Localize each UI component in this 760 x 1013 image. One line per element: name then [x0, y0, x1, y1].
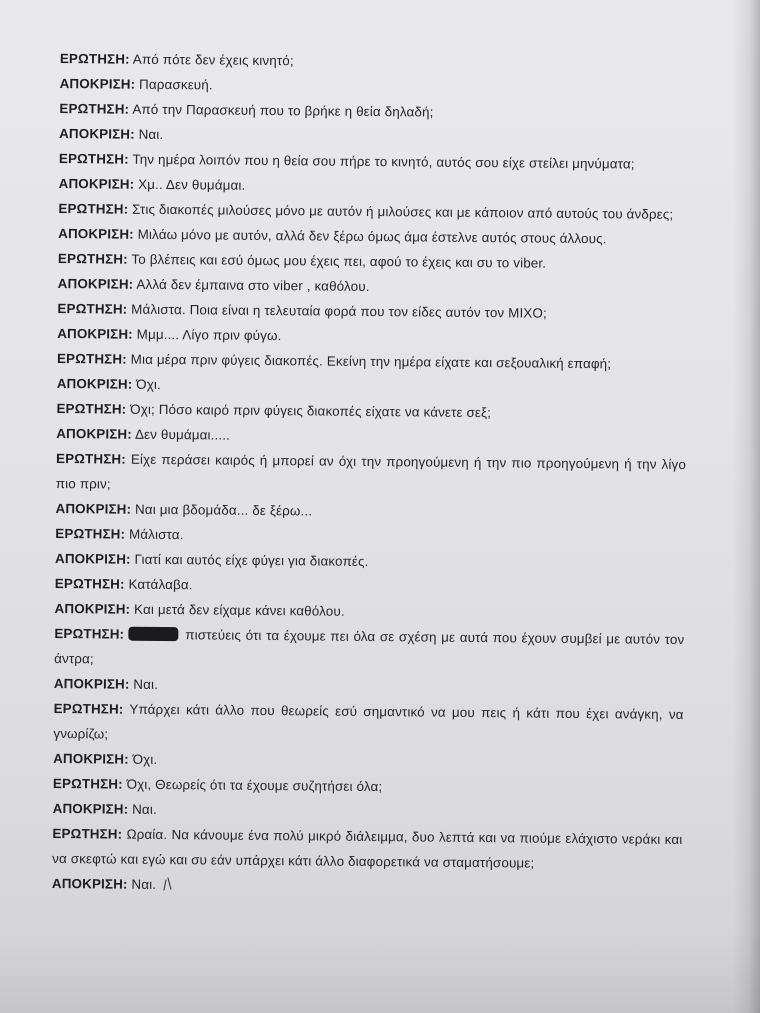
- answer-text: Ναι.: [138, 126, 164, 142]
- question-entry: [53, 696, 683, 752]
- answer-speaker-label: ΑΠΟΚΡΙΣΗ:: [54, 600, 131, 617]
- question-speaker-label: ΕΡΩΤΗΣΗ:: [52, 825, 123, 842]
- question-speaker-label: ΕΡΩΤΗΣΗ:: [58, 200, 129, 217]
- answer-text: Ναι.: [131, 876, 157, 892]
- question-speaker-label: ΕΡΩΤΗΣΗ:: [56, 350, 127, 367]
- question-speaker-label: ΕΡΩΤΗΣΗ:: [53, 700, 124, 717]
- answer-speaker-label: ΑΠΟΚΡΙΣΗ:: [51, 875, 128, 892]
- question-text: Από την Παρασκευή που το βρήκε η θεία δηλαδή;: [132, 101, 434, 120]
- answer-text: Γιατί και αυτός είχε φύγει για διακοπές.: [134, 551, 369, 569]
- answer-text: Μιλάω μόνο με αυτόν, αλλά δεν ξέρω όμως άμα έστελνε αυτός στους άλλους.: [137, 226, 607, 247]
- question-speaker-label: ΕΡΩΤΗΣΗ:: [55, 450, 126, 467]
- answer-text: Αλλά δεν έμπαινα στο viber , καθόλου.: [136, 276, 370, 294]
- question-entry: [52, 821, 682, 877]
- answer-speaker-label: ΑΠΟΚΡΙΣΗ:: [58, 225, 134, 242]
- question-entry: [56, 446, 686, 502]
- question-speaker-label: ΕΡΩΤΗΣΗ:: [52, 775, 123, 792]
- answer-text: Όχι.: [136, 376, 161, 392]
- answer-speaker-label: ΑΠΟΚΡΙΣΗ:: [56, 425, 132, 442]
- question-text: Είχε περάσει καιρός ή μπορεί αν όχι την προηγούμενη ή την πιο προηγούμενη ή την λίγο πιο πριν;: [55, 451, 687, 492]
- answer-speaker-label: ΑΠΟΚΡΙΣΗ:: [55, 550, 131, 567]
- answer-text: Ναι.: [132, 801, 157, 817]
- question-speaker-label: ΕΡΩΤΗΣΗ:: [57, 250, 128, 267]
- question-speaker-label: ΕΡΩΤΗΣΗ:: [55, 525, 126, 542]
- question-speaker-label: ΕΡΩΤΗΣΗ:: [56, 400, 127, 417]
- question-text: Στις διακοπές μιλούσες μόνο με αυτόν ή μιλούσες και με κάποιον από αυτούς του άνδρες;: [132, 201, 674, 222]
- question-text: Το βλέπεις και εσύ όμως μου έχεις πει, αφού το έχεις και συ το viber.: [131, 251, 547, 271]
- answer-text: Και μετά δεν είχαμε κάνει καθόλου.: [133, 601, 345, 619]
- question-speaker-label: ΕΡΩΤΗΣΗ:: [57, 300, 128, 317]
- question-text: Υπάρχει κάτι άλλο που θεωρείς εσύ σημαντικό να μου πεις ή κάτι που έχει ανάγκη, να γνωρίζω;: [53, 701, 684, 742]
- question-text: πιστεύεις ότι τα έχουμε πει όλα σε σχέση με αυτά που έχουν συμβεί με αυτόν τον άντρα;: [54, 627, 685, 667]
- answer-entry: [52, 871, 682, 902]
- answer-text: Παρασκευή.: [139, 76, 213, 93]
- answer-text: Δεν θυμάμαι.....: [134, 426, 231, 443]
- pen-stroke-mark: [162, 877, 174, 891]
- question-text: Όχι, Θεωρείς ότι τα έχουμε συζητήσει όλα;: [126, 776, 383, 795]
- question-speaker-label: ΕΡΩΤΗΣΗ:: [59, 50, 130, 67]
- answer-speaker-label: ΑΠΟΚΡΙΣΗ:: [59, 75, 136, 92]
- question-text: Μια μέρα πριν φύγεις διακοπές. Εκείνη την ημέρα είχατε και σεξουαλική επαφή;: [130, 351, 612, 372]
- page-shadow: [732, 0, 760, 1013]
- question-entry: [54, 621, 684, 677]
- question-speaker-label: ΕΡΩΤΗΣΗ:: [58, 150, 129, 167]
- answer-speaker-label: ΑΠΟΚΡΙΣΗ:: [57, 325, 133, 342]
- answer-text: Ναι μια βδομάδα... δε ξέρω...: [134, 501, 313, 519]
- answer-text: Όχι.: [132, 751, 158, 767]
- question-text: Ωραία. Να κάνουμε ένα πολύ μικρό διάλειμμα, δυο λεπτά και να πιούμε ελάχιστο νεράκι και να σκεφτώ και εγώ και συ εάν υπάρχει κάτι άλλο διαφορετικά να σταματήσουμε;: [52, 826, 683, 871]
- question-text: Την ημέρα λοιπόν που η θεία σου πήρε το κινητό, αυτός σου είχε στείλει μηνύματα;: [132, 151, 635, 172]
- page-shadow-bottom: [0, 933, 760, 1013]
- answer-speaker-label: ΑΠΟΚΡΙΣΗ:: [53, 675, 130, 692]
- interview-transcript: [52, 46, 690, 902]
- answer-text: Μμμ.... Λίγο πριν φύγω.: [136, 326, 282, 344]
- answer-speaker-label: ΑΠΟΚΡΙΣΗ:: [56, 375, 133, 392]
- question-text: Κατάλαβα.: [128, 576, 193, 593]
- question-speaker-label: ΕΡΩΤΗΣΗ:: [54, 625, 125, 642]
- answer-speaker-label: ΑΠΟΚΡΙΣΗ:: [57, 275, 134, 292]
- redaction-mark: [129, 627, 179, 641]
- question-text: Όχι; Πόσο καιρό πριν φύγεις διακοπές είχατε να κάνετε σεξ;: [130, 401, 492, 421]
- answer-text: Ναι.: [133, 676, 159, 692]
- question-text: Από πότε δεν έχεις κινητό;: [132, 51, 294, 69]
- question-text: Μάλιστα. Ποια είναι η τελευταία φορά που τον είδες αυτόν τον ΜΙΧΟ;: [131, 301, 547, 321]
- question-text: Μάλιστα.: [128, 526, 184, 543]
- answer-speaker-label: ΑΠΟΚΡΙΣΗ:: [59, 125, 135, 142]
- answer-speaker-label: ΑΠΟΚΡΙΣΗ:: [53, 750, 129, 767]
- answer-speaker-label: ΑΠΟΚΡΙΣΗ:: [55, 500, 132, 517]
- question-speaker-label: ΕΡΩΤΗΣΗ:: [54, 575, 125, 592]
- question-speaker-label: ΕΡΩΤΗΣΗ:: [59, 100, 130, 117]
- answer-text: Χμ.. Δεν θυμάμαι.: [138, 176, 246, 193]
- answer-speaker-label: ΑΠΟΚΡΙΣΗ:: [58, 175, 135, 192]
- answer-speaker-label: ΑΠΟΚΡΙΣΗ:: [52, 800, 129, 817]
